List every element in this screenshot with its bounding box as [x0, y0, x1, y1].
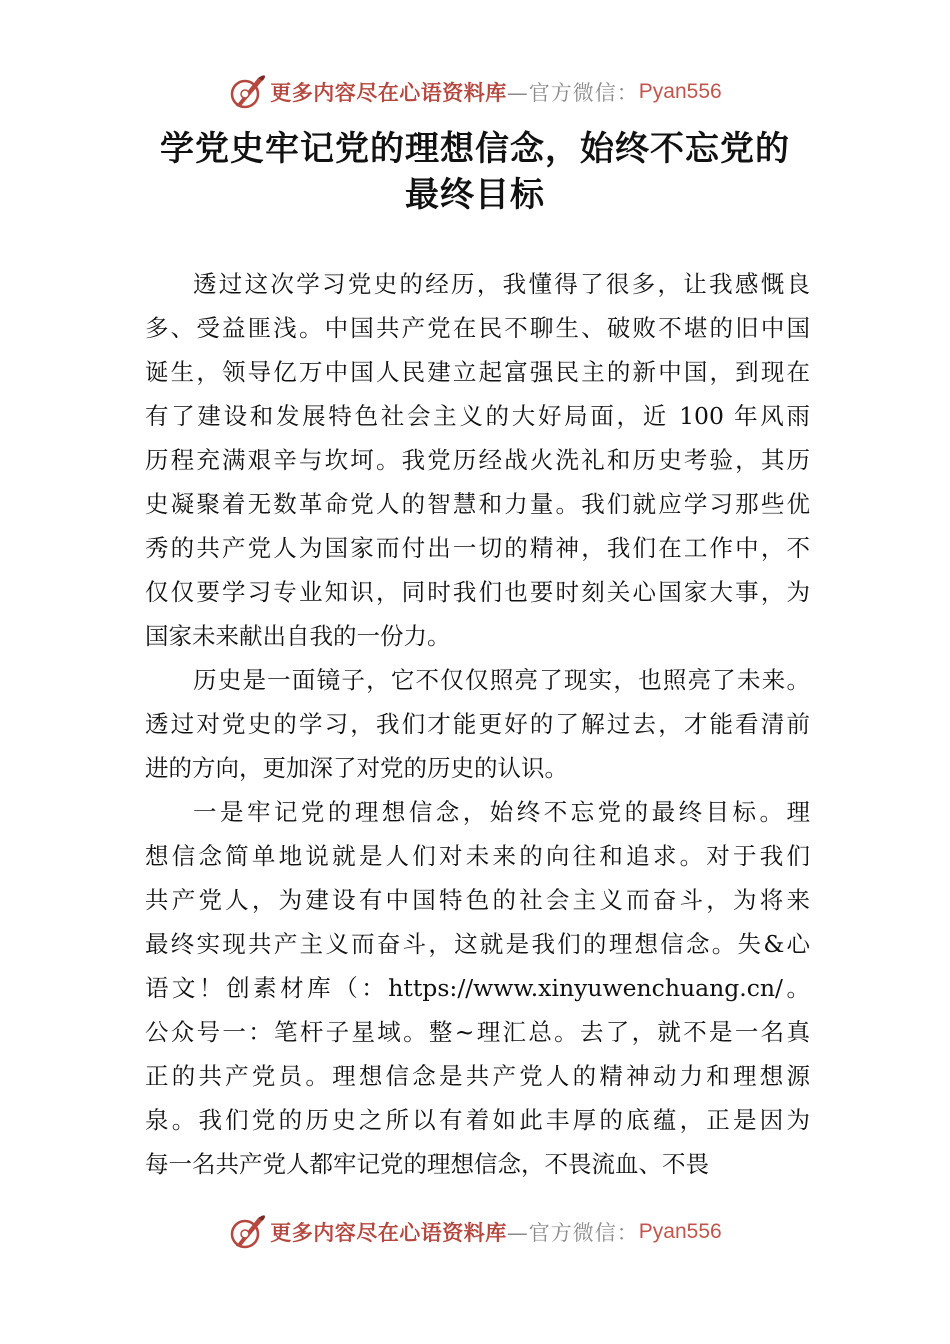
quill-pen-logo-icon	[228, 1212, 268, 1252]
text-line: 一是牢记党的理想信念，始终不忘党的最终目标。理	[193, 798, 810, 826]
text-line: 诞生，领导亿万中国人民建立起富强民主的新中国，到现在	[145, 358, 810, 386]
text-line: 语文！创素材库（：https://www.xinyuwenchuang.cn/。	[145, 974, 810, 1002]
paragraph-2	[145, 658, 810, 790]
document-title	[80, 126, 870, 218]
paragraph-3	[145, 790, 810, 1186]
text-line: 有了建设和发展特色社会主义的大好局面，近 100 年风雨	[145, 402, 810, 430]
footer-watermark-banner	[0, 1210, 950, 1254]
title-line: 最终目标	[405, 175, 545, 215]
text-line: 多、受益匪浅。中国共产党在民不聊生、破败不堪的旧中国	[145, 314, 810, 342]
text-line: 透过这次学习党史的经历，我懂得了很多，让我感慨良	[193, 270, 810, 298]
header-wechat-id: Pyan556	[638, 80, 722, 103]
text-line: 进的方向，更加深了对党的历史的认识。	[145, 754, 568, 782]
footer-wechat-id: Pyan556	[638, 1220, 722, 1243]
text-line: 每一名共产党人都牢记党的理想信念，不畏流血、不畏	[145, 1150, 709, 1178]
text-line: 仅仅要学习专业知识，同时我们也要时刻关心国家大事，为	[145, 578, 810, 606]
text-line: 史凝聚着无数革命党人的智慧和力量。我们就应学习那些优	[145, 490, 810, 518]
text-line: 正的共产党员。理想信念是共产党人的精神动力和理想源	[145, 1062, 810, 1090]
text-line: 最终实现共产主义而奋斗，这就是我们的理想信念。失&心	[145, 930, 810, 958]
text-line: 历史是一面镜子，它不仅仅照亮了现实，也照亮了未来。	[193, 666, 810, 694]
text-line: 想信念简单地说就是人们对未来的向往和追求。对于我们	[145, 842, 810, 870]
text-line: 泉。我们党的历史之所以有着如此丰厚的底蕴，正是因为	[145, 1106, 810, 1134]
title-line: 学党史牢记党的理想信念，始终不忘党的	[160, 129, 790, 169]
header-watermark-banner	[0, 70, 950, 114]
text-line: 透过对党史的学习，我们才能更好的了解过去，才能看清前	[145, 710, 810, 738]
text-line: 国家未来献出自我的一份力。	[145, 622, 451, 650]
text-line: 历程充满艰辛与坎坷。我党历经战火洗礼和历史考验，其历	[145, 446, 810, 474]
document-body	[145, 262, 810, 1186]
quill-pen-logo-icon	[228, 72, 268, 112]
text-line: 共产党人，为建设有中国特色的社会主义而奋斗，为将来	[145, 886, 810, 914]
text-line: 公众号一：笔杆子星域。整~理汇总。去了，就不是一名真	[145, 1018, 810, 1046]
header-official-label: —官方微信：	[506, 81, 639, 105]
paragraph-1	[145, 262, 810, 658]
header-brand-text: 更多内容尽在心语资料库	[270, 81, 507, 105]
footer-official-label: —官方微信：	[506, 1221, 639, 1245]
text-line: 秀的共产党人为国家而付出一切的精神，我们在工作中，不	[145, 534, 810, 562]
footer-brand-text: 更多内容尽在心语资料库	[270, 1221, 507, 1245]
